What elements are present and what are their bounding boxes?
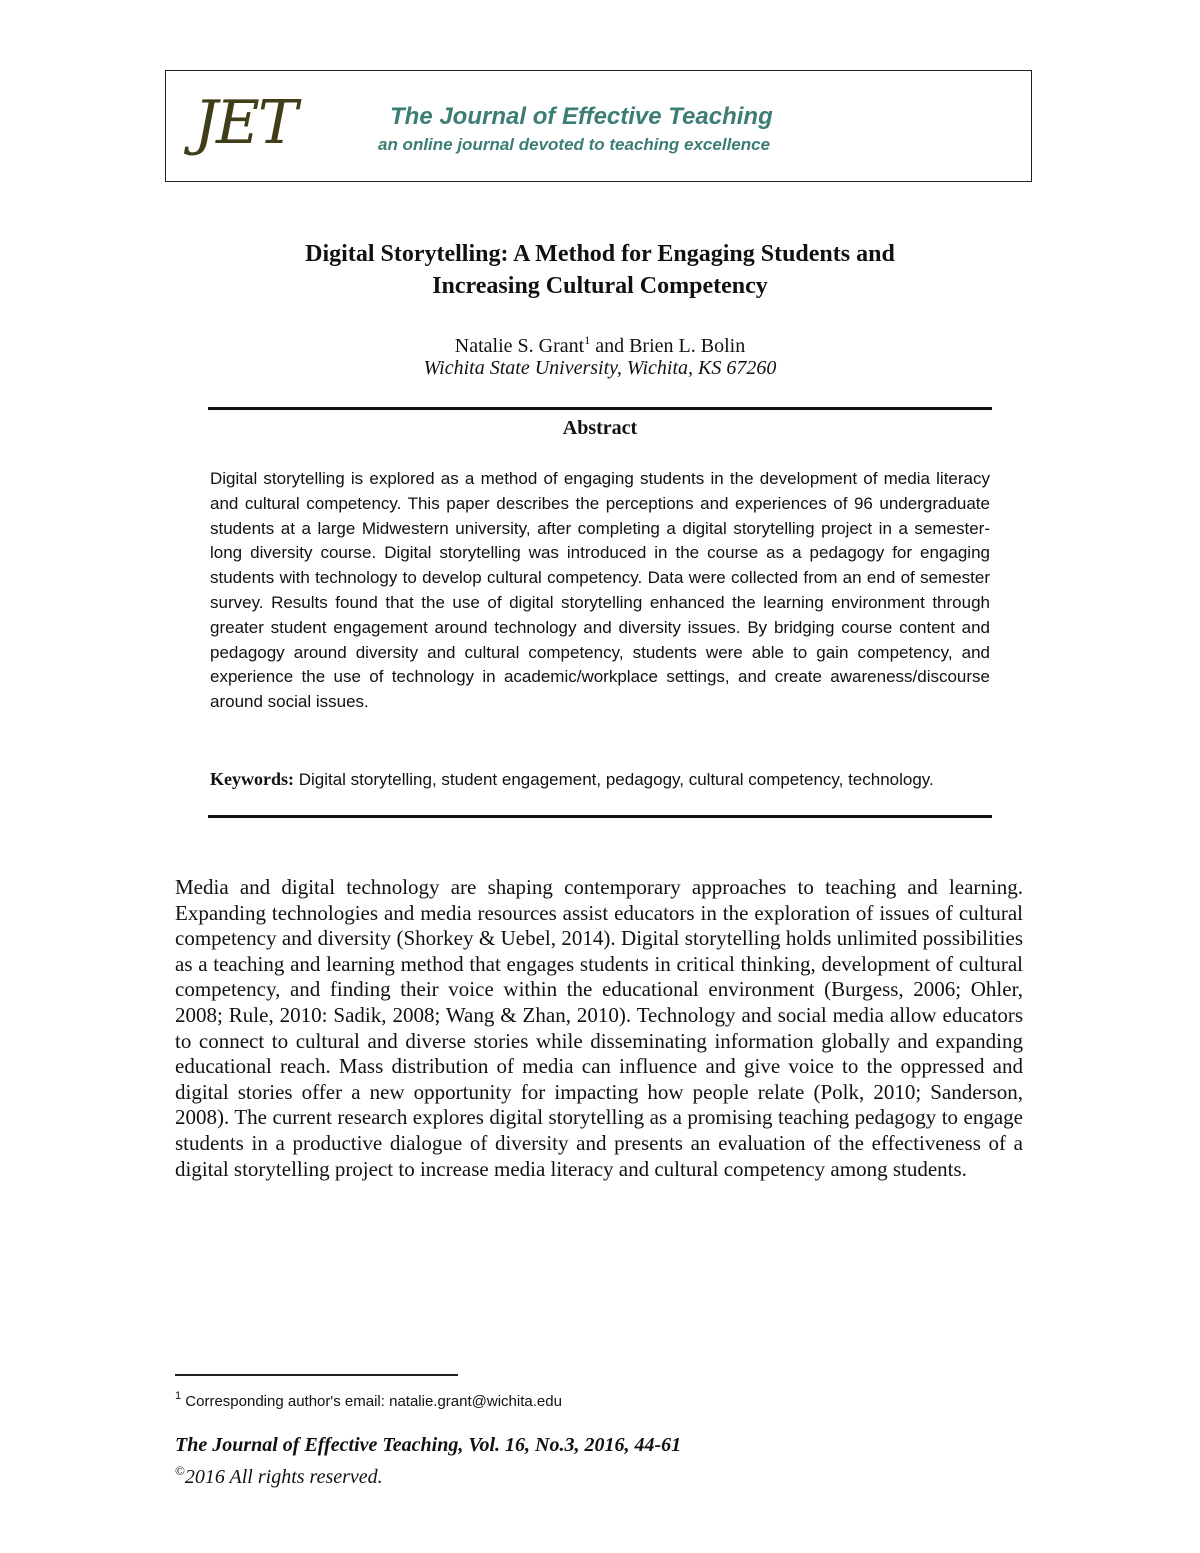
article-title-line-2: Increasing Cultural Competency: [432, 273, 768, 299]
journal-header-box: [165, 70, 1032, 182]
journal-tagline: an online journal devoted to teaching excellence: [378, 135, 771, 154]
abstract-text: Digital storytelling is explored as a method of engaging students in the development of media literacy and cultural competency. This paper describes the perceptions and experiences of 96 undergraduate students at a large Midwestern university, after completing a digital storytelling project in a semester-long diversity course. Digital storytelling was introduced in the course as a pedagogy for engaging students with technology to develop cultural competency. Data were collected from an end of semester survey. Results found that the use of digital storytelling enhanced the learning environment through greater student engagement around technology and diversity issues. By bridging course content and pedagogy around diversity and cultural competency, students were able to gain competency, and experience the use of technology in academic/workplace settings, and create awareness/discourse around social issues.: [210, 469, 990, 712]
footnote-mark: 1: [175, 1390, 182, 1402]
abstract-heading: Abstract: [562, 417, 638, 439]
keywords: [210, 767, 990, 793]
keywords-list: Digital storytelling, student engagement, pedagogy, cultural competency, technology.: [294, 770, 934, 789]
copyright-line: [175, 1458, 1025, 1490]
abstract-top-rule: [208, 407, 992, 410]
footnote: [175, 1386, 1025, 1412]
author-affiliation: Wichita State University, Wichita, KS 67260: [423, 357, 777, 379]
author-connector: and: [590, 335, 630, 357]
footnote-text: Corresponding author's email: natalie.grant@wichita.edu: [181, 1393, 562, 1410]
journal-citation: The Journal of Effective Teaching, Vol. 16, No.3, 2016, 44-61: [175, 1434, 682, 1456]
jet-logo: JET: [194, 88, 296, 158]
abstract-bottom-rule: [208, 815, 992, 818]
journal-name: The Journal of Effective Teaching: [390, 103, 773, 130]
copyright-symbol: ©: [175, 1463, 185, 1478]
article-title: [150, 238, 1050, 302]
keywords-label: Keywords:: [210, 769, 294, 789]
author-name: Natalie S. Grant: [454, 335, 585, 357]
author-name: Brien L. Bolin: [629, 335, 746, 357]
footnote-rule: [175, 1374, 458, 1376]
author-footnote-mark: 1: [584, 333, 591, 347]
copyright-text: 2016 All rights reserved.: [184, 1466, 383, 1488]
body-paragraph: Media and digital technology are shaping contemporary approaches to teaching and learning. Expanding technologies and media resources assist educators in the exploration of issues of cultural competency and diversity (Shorkey & Uebel, 2014). Digital storytelling holds unlimited possibilities as a teaching and learning method that engages students in critical thinking, development of cultural competency, and finding their voice within the educational environment (Burgess, 2006; Ohler, 2008; Rule, 2010: Sadik, 2008; Wang & Zhan, 2010). Technology and social media allow educators to connect to cultural and diverse stories while disseminating information globally and expanding educational reach. Mass distribution of media can influence and give voice to the oppressed and digital stories offer a new opportunity for impacting how people relate (Polk, 2010; Sanderson, 2008). The current research explores digital storytelling as a promising teaching pedagogy to engage students in a productive dialogue of diversity and presents an evaluation of the effectiveness of a digital storytelling project to increase media literacy and cultural competency among students.: [175, 875, 1023, 1181]
article-title-line-1: Digital Storytelling: A Method for Engaging Students and: [305, 241, 895, 267]
